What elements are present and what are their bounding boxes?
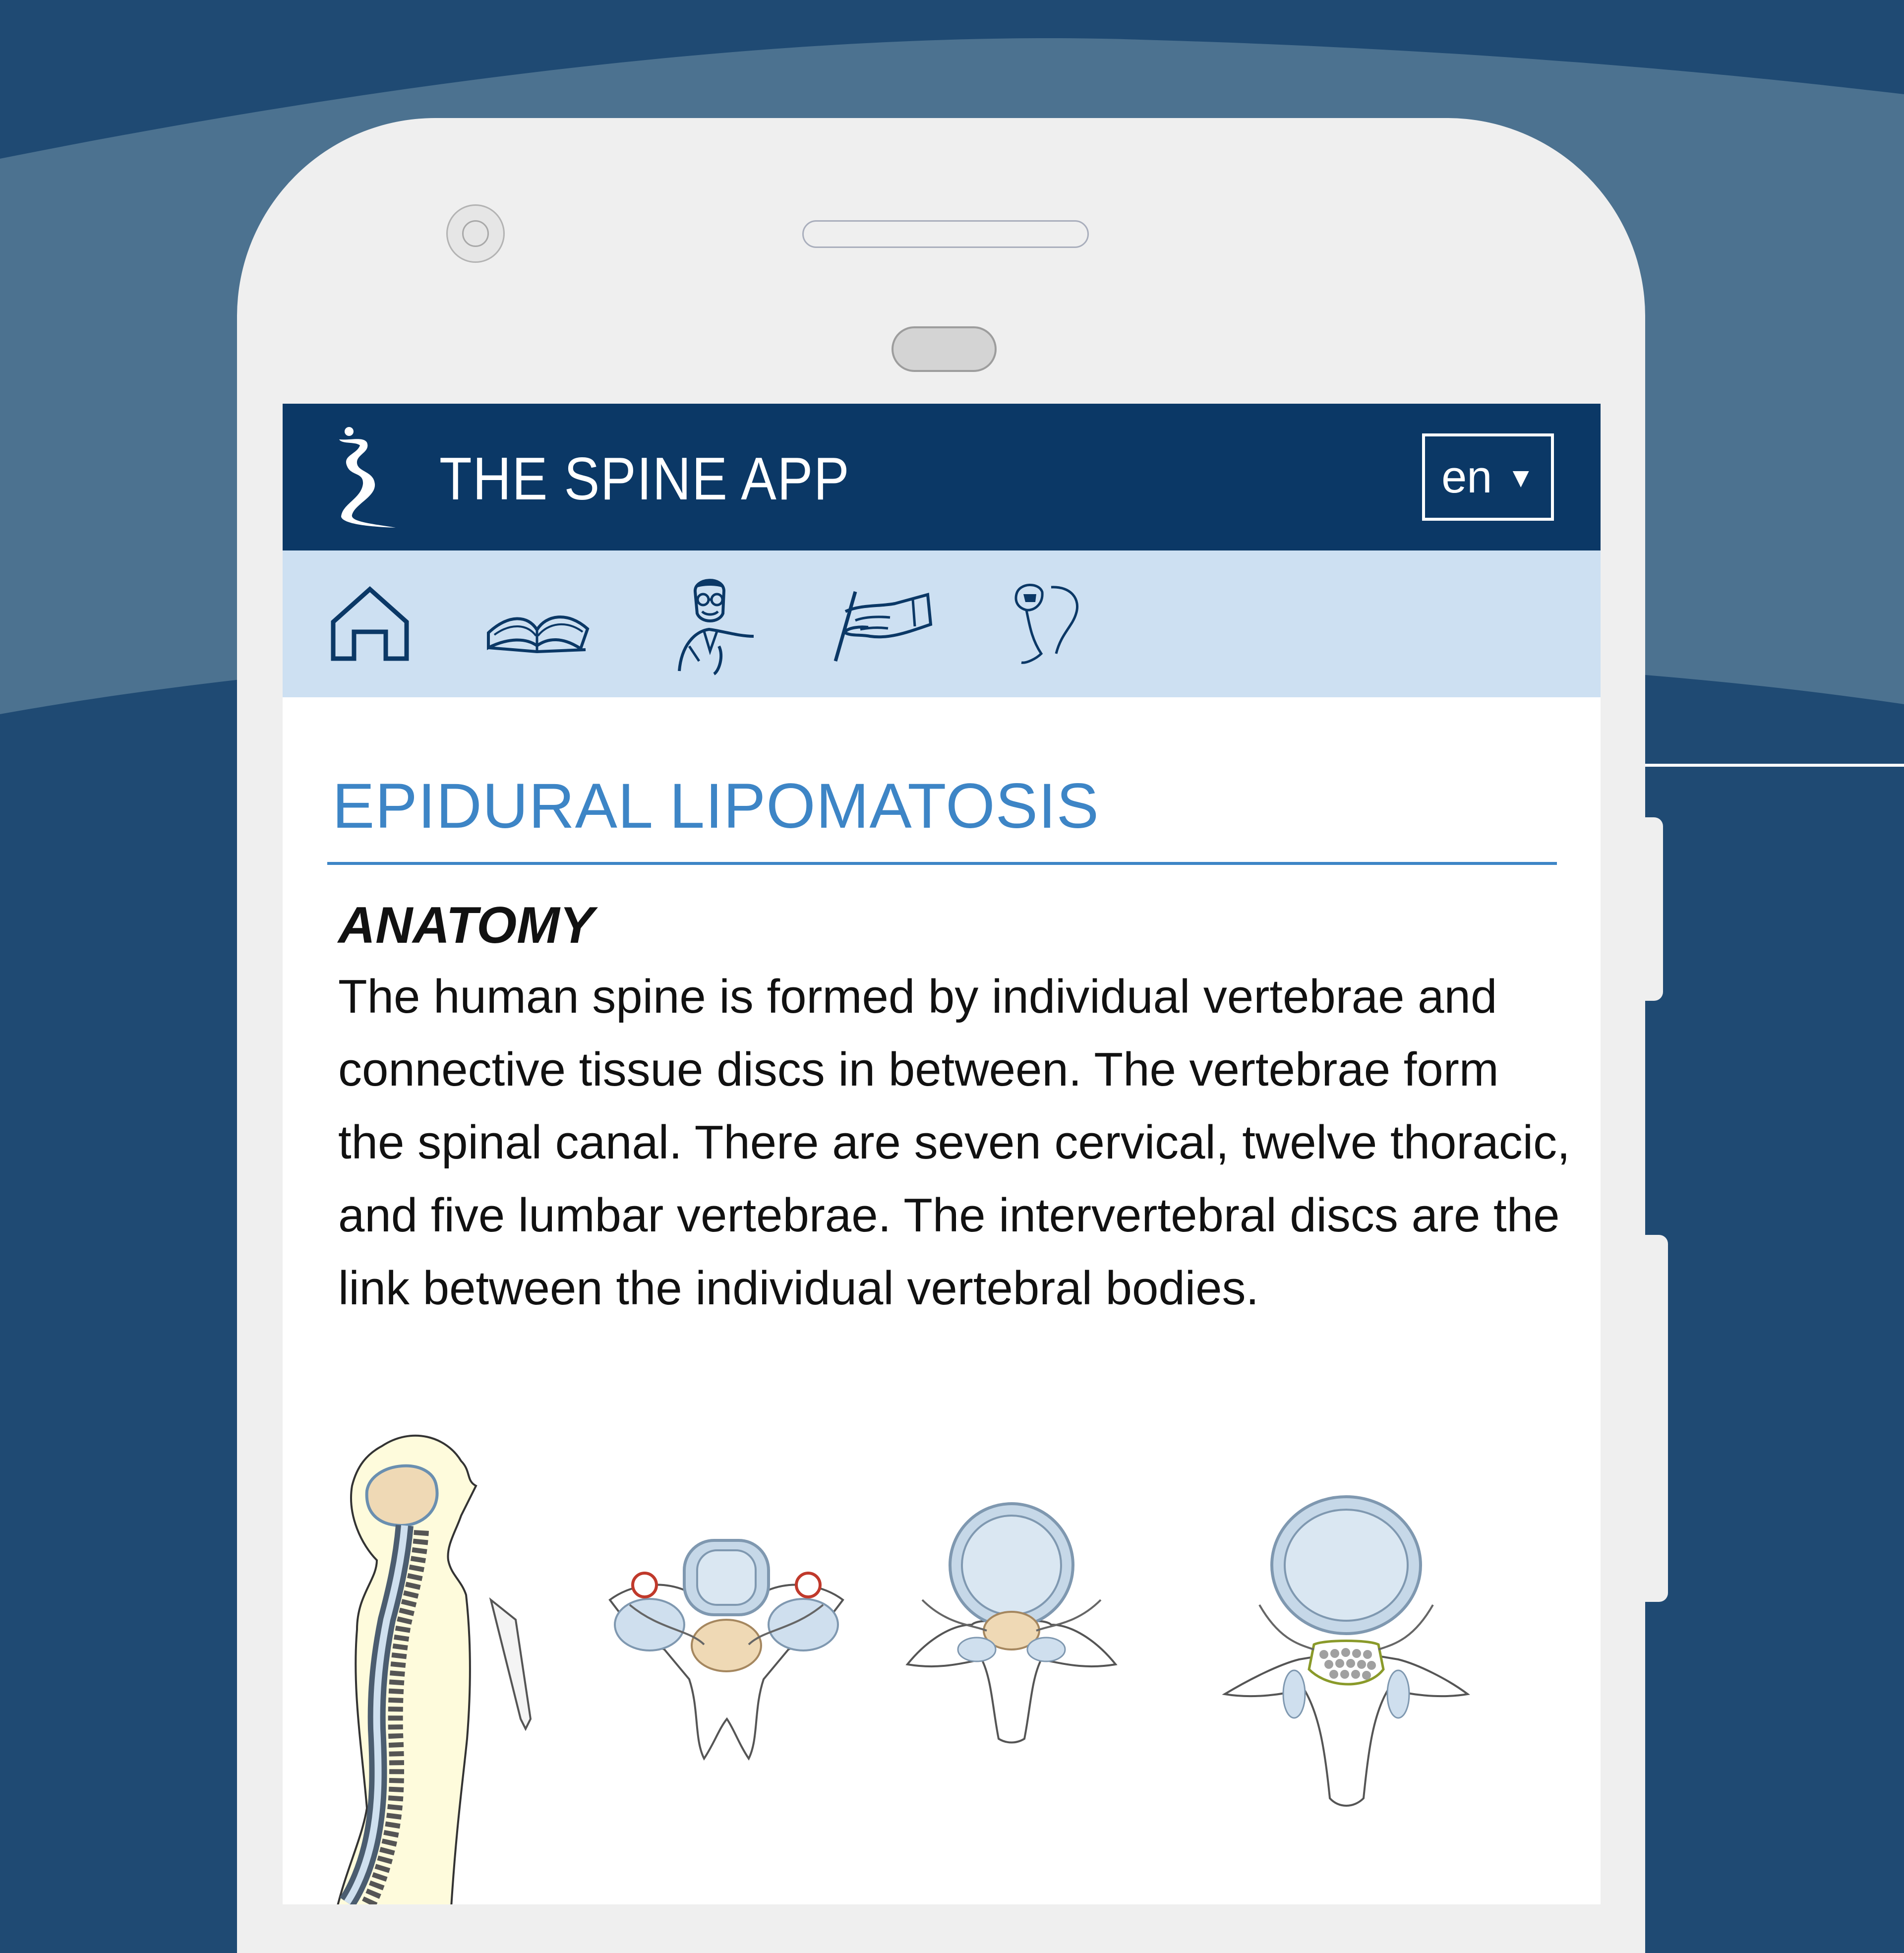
nav-item-home[interactable] <box>325 550 415 697</box>
power-button <box>1645 1235 1668 1602</box>
home-icon <box>330 584 410 664</box>
app-header <box>283 404 1601 550</box>
proximity-sensor <box>892 326 997 372</box>
earpiece-speaker <box>802 220 1089 248</box>
spine-side-view-illustration <box>337 1436 531 1904</box>
article-body: The human spine is formed by individual vertebrae and connective tissue discs in between. The vertebrae form the spinal canal. There are seven cervical, twelve thoracic, and five lumbar vertebrae. The intervertebral discs are the link between the individual vertebral bodies. <box>338 970 1570 1315</box>
nav-item-writing[interactable] <box>823 550 937 697</box>
spine-logo-icon <box>332 425 402 531</box>
writing-hand-icon <box>826 582 935 666</box>
doctor-portrait-icon <box>669 572 759 676</box>
examination-icon <box>1007 579 1086 669</box>
dropdown-arrow-icon: ▼ <box>1507 461 1535 493</box>
open-book-icon <box>483 594 593 654</box>
language-selector[interactable] <box>1422 433 1554 521</box>
nav-item-doctor[interactable] <box>664 550 764 697</box>
app-title: THE SPINE APP <box>439 445 850 512</box>
language-label: en <box>1441 451 1492 502</box>
section-heading: ANATOMY <box>338 897 595 954</box>
anatomy-figures <box>283 1431 1601 1904</box>
lumbar-vertebra-lipomatosis-illustration <box>1225 1497 1468 1806</box>
nav-item-book[interactable] <box>481 550 595 697</box>
volume-button <box>1645 817 1663 1001</box>
thoracic-vertebra-illustration <box>907 1504 1116 1743</box>
title-divider <box>327 862 1557 865</box>
app-screen <box>283 404 1601 1904</box>
front-camera-icon <box>446 204 505 263</box>
nav-item-examination[interactable] <box>997 550 1096 697</box>
icon-navigation <box>283 550 1601 697</box>
page-title: EPIDURAL LIPOMATOSIS <box>332 771 1099 842</box>
cervical-vertebra-illustration <box>610 1540 843 1759</box>
